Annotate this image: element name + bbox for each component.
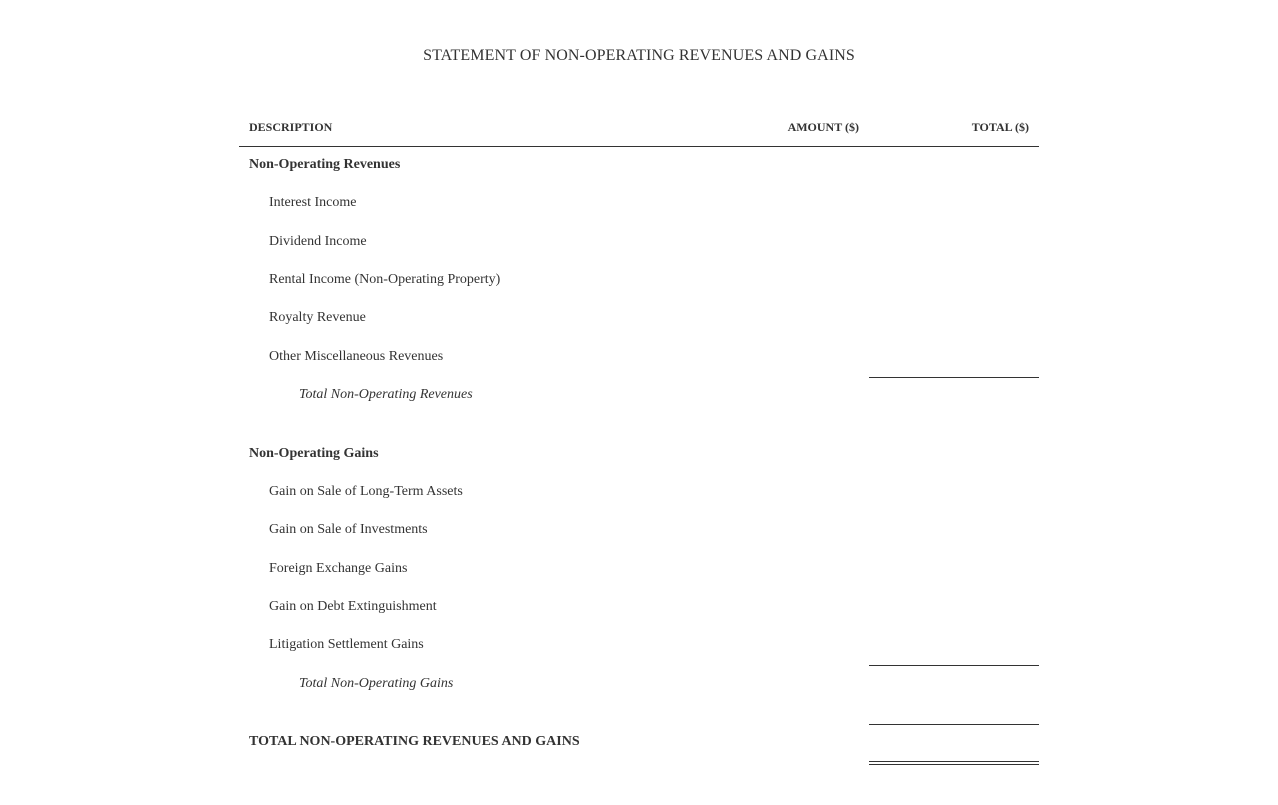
line-item-interest-income: Interest Income xyxy=(269,195,357,210)
section-heading-gains: Non-Operating Gains xyxy=(249,446,379,461)
page-title: STATEMENT OF NON-OPERATING REVENUES AND GAINS xyxy=(423,47,855,64)
grand-total-label: TOTAL NON-OPERATING REVENUES AND GAINS xyxy=(249,734,580,749)
grand-total-top-rule xyxy=(869,724,1039,725)
header-divider xyxy=(239,146,1039,147)
line-item-gain-debt-extinguishment: Gain on Debt Extinguishment xyxy=(269,599,437,614)
subtotal-rule-revenues xyxy=(869,377,1039,378)
subtotal-rule-gains xyxy=(869,665,1039,666)
line-item-foreign-exchange-gains: Foreign Exchange Gains xyxy=(269,561,408,576)
line-item-gain-sale-investments: Gain on Sale of Investments xyxy=(269,522,428,537)
column-header-total: TOTAL ($) xyxy=(971,120,1029,134)
section-heading-revenues: Non-Operating Revenues xyxy=(249,157,401,172)
grand-total-double-rule xyxy=(869,761,1039,765)
line-item-rental-income: Rental Income (Non-Operating Property) xyxy=(269,272,501,287)
line-item-litigation-settlement-gains: Litigation Settlement Gains xyxy=(269,637,424,652)
subtotal-label-gains: Total Non-Operating Gains xyxy=(299,676,454,691)
subtotal-label-revenues: Total Non-Operating Revenues xyxy=(299,387,473,402)
line-item-gain-sale-long-term-assets: Gain on Sale of Long-Term Assets xyxy=(269,484,463,499)
line-item-dividend-income: Dividend Income xyxy=(269,234,367,249)
line-item-royalty-revenue: Royalty Revenue xyxy=(269,310,366,325)
column-header-description: DESCRIPTION xyxy=(249,120,333,134)
column-header-amount: AMOUNT ($) xyxy=(787,120,859,134)
line-item-other-misc-revenues: Other Miscellaneous Revenues xyxy=(269,349,444,364)
